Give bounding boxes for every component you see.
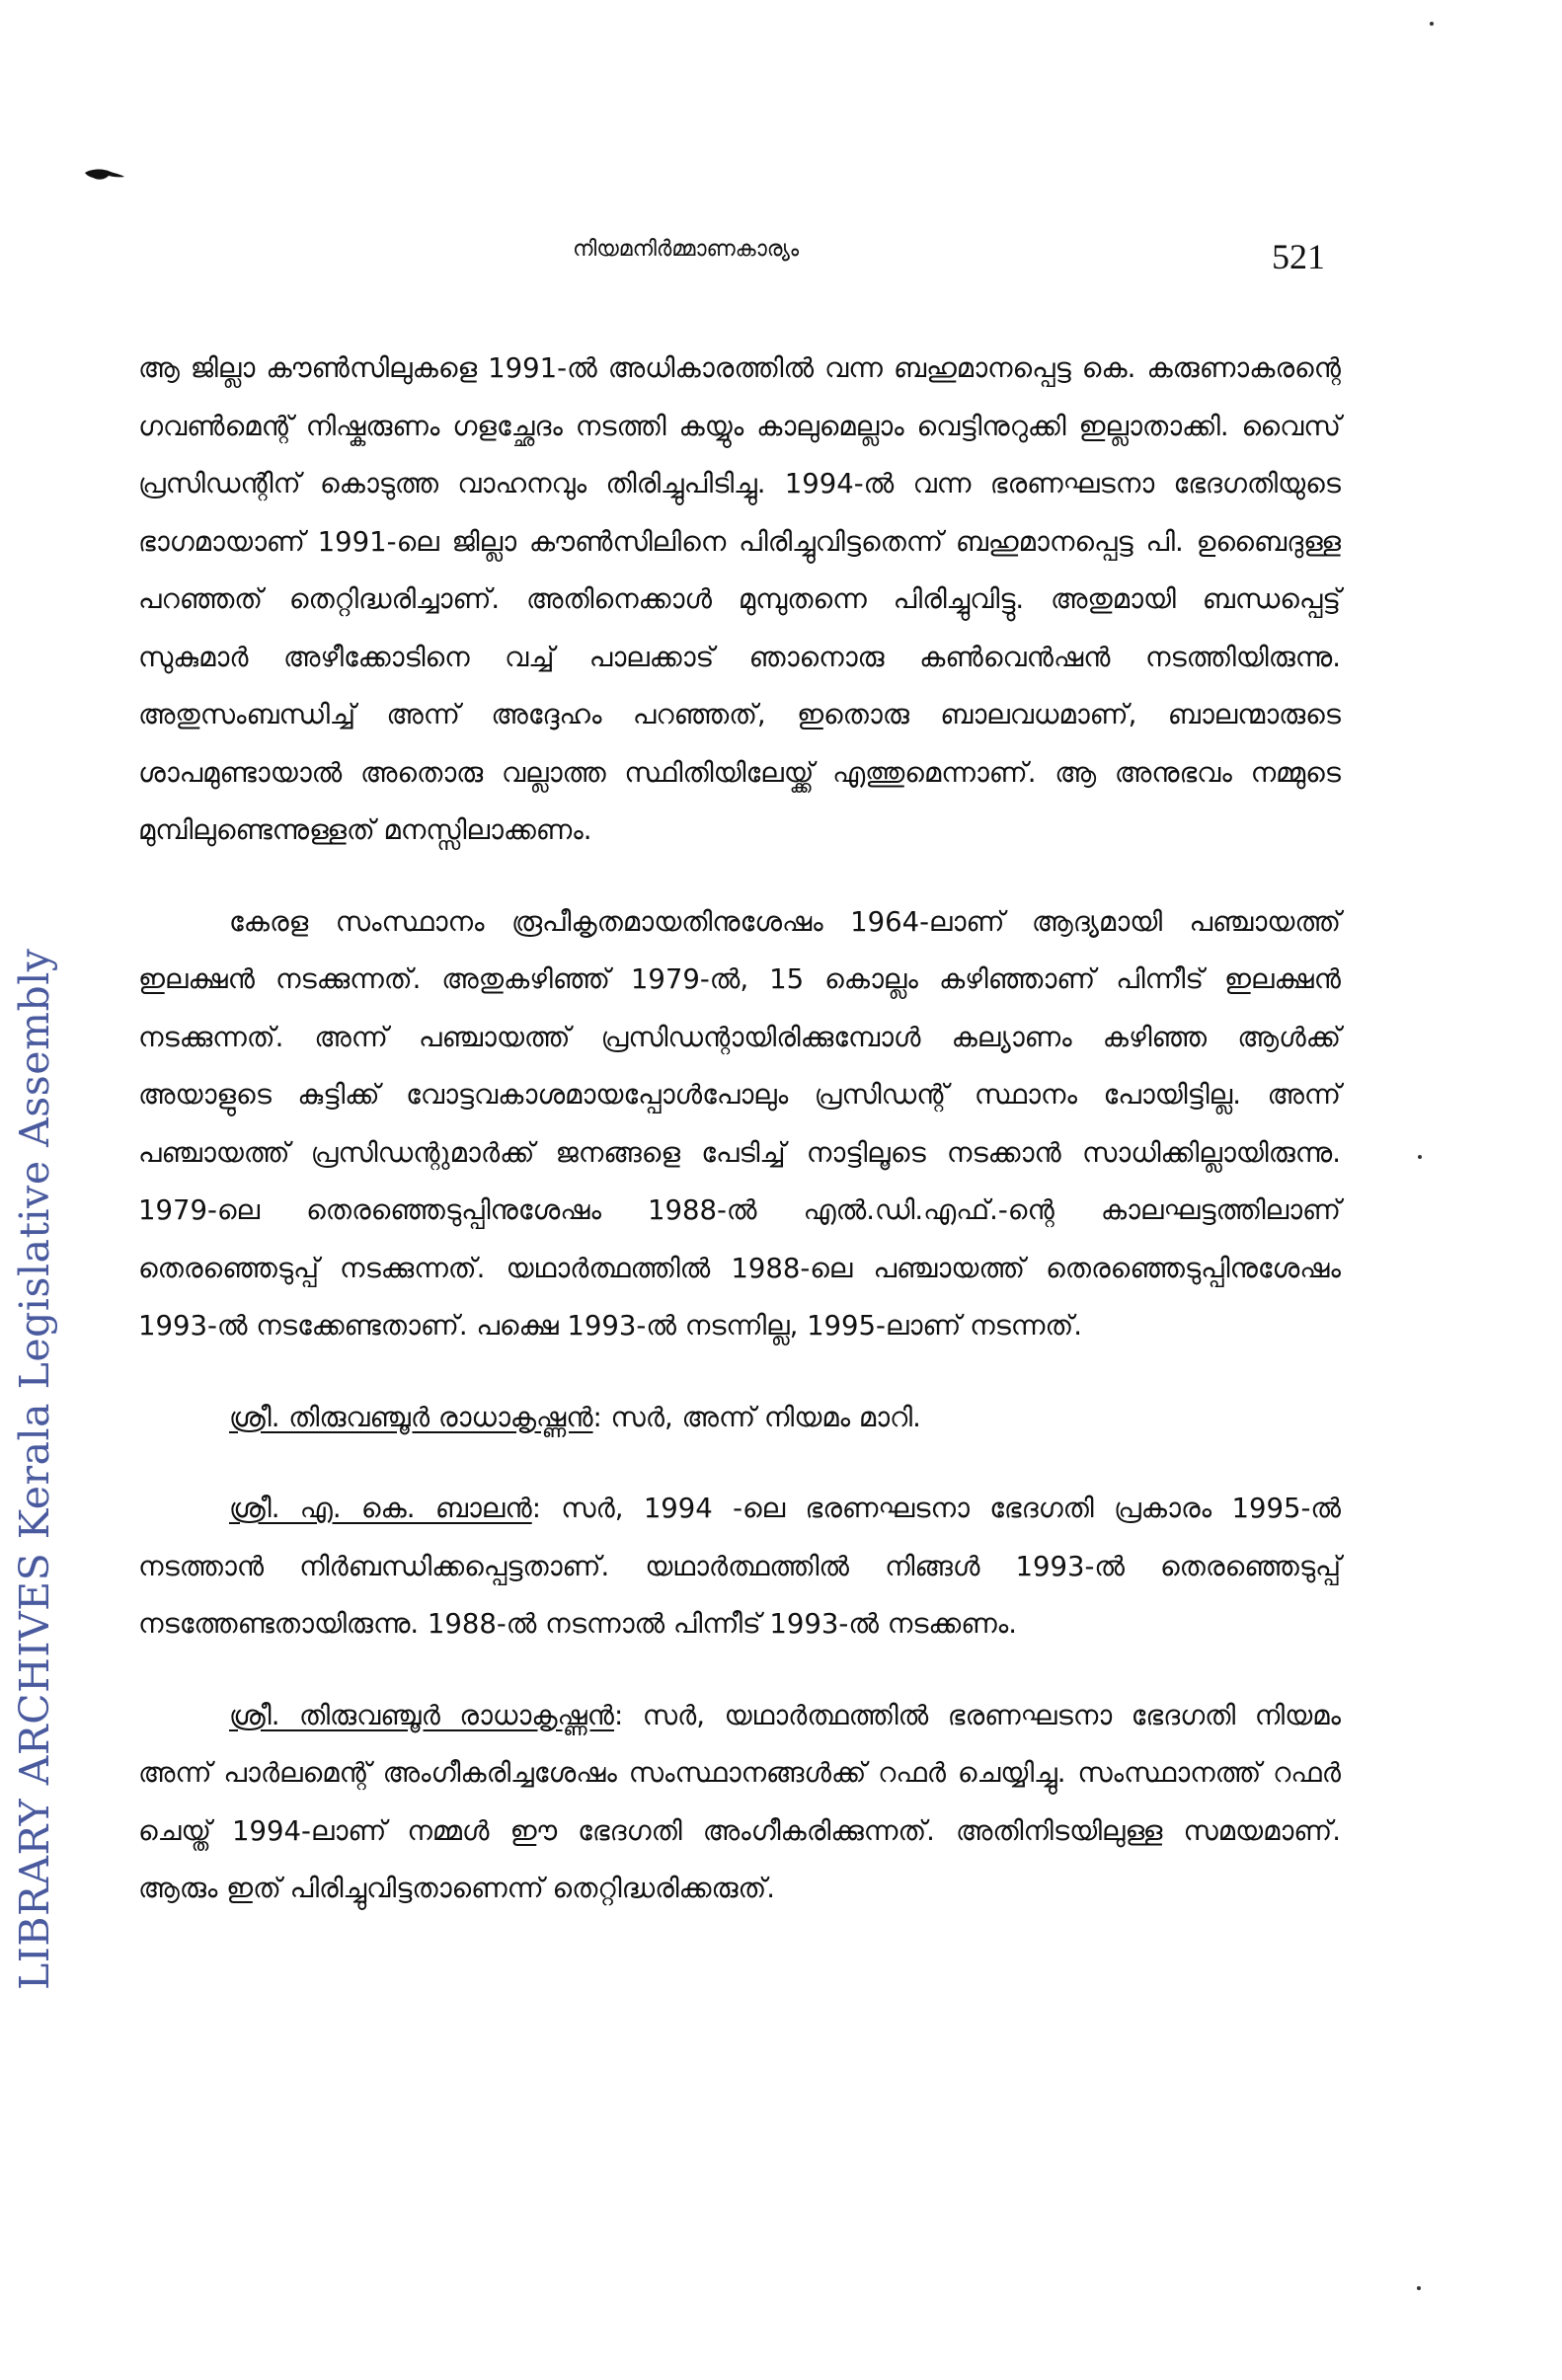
- corner-ink-mark: [83, 166, 126, 184]
- paragraph: ആ ജില്ലാ കൗൺസിലുകളെ 1991-ൽ അധികാരത്തിൽ വന്ന ബഹുമാനപ്പെട്ട കെ. കരുണാകരന്റെ ഗവൺമെന്റ് നിഷ്കരുണം ഗളച്ഛേദം നടത്തി കയ്യും കാലുമെല്ലാം വെട്ടിനുറുക്കി ഇല്ലാതാക്കി. വൈസ് പ്രസിഡന്റിന് കൊടുത്ത വാഹനവും തിരിച്ചുപിടിച്ചു. 1994-ൽ വന്ന ഭരണഘടനാ ഭേദഗതിയുടെ ഭാഗമായാണ് 1991-ലെ ജില്ലാ കൗൺസിലിനെ പിരിച്ചുവിട്ടതെന്ന് ബഹുമാനപ്പെട്ട പി. ഉബൈദുള്ള പറഞ്ഞത് തെറ്റിദ്ധരിച്ചാണ്. അതിനെക്കാൾ മുമ്പുതന്നെ പിരിച്ചുവിട്ടു. അതുമായി ബന്ധപ്പെട്ട് സുകുമാർ അഴീക്കോടിനെ വച്ച് പാലക്കാട് ഞാനൊരു കൺവെൻഷൻ നടത്തിയിരുന്നു. അതുസംബന്ധിച്ച് അന്ന് അദ്ദേഹം പറഞ്ഞത്, ഇതൊരു ബാലവധമാണ്, ബാലന്മാരുടെ ശാപമുണ്ടായാൽ അതൊരു വല്ലാത്ത സ്ഥിതിയിലേയ്ക്ക് എത്തുമെന്നാണ്. ആ അനുഭവം നമ്മുടെ മുമ്പിലുണ്ടെന്നുള്ളത് മനസ്സിലാക്കണം.: [138, 352, 1341, 846]
- running-title: നിയമനിർമ്മാണകാര്യം: [573, 237, 800, 262]
- main-text: [138, 340, 1341, 1918]
- speech-text: : സർ, അന്ന് നിയമം മാറി.: [592, 1401, 921, 1433]
- scan-dot: [1418, 1155, 1422, 1159]
- page-number: 521: [1272, 237, 1325, 276]
- speech-text: : സർ, യഥാർത്ഥത്തിൽ ഭരണഘടനാ ഭേദഗതി നിയമം അന്ന് പാർലമെന്റ് അംഗീകരിച്ചശേഷം സംസ്ഥാനങ്ങൾക്ക് റഫർ ചെയ്യിച്ചു. സംസ്ഥാനത്ത് റഫർ ചെയ്ത് 1994-ലാണ് നമ്മൾ ഈ ഭേദഗതി അംഗീകരിക്കുന്നത്. അതിനിടയിലുള്ള സമയമാണ്. ആരും ഇത് പിരിച്ചുവിട്ടതാണെന്ന് തെറ്റിദ്ധരിക്കരുത്.: [138, 1699, 1341, 1904]
- speech: [138, 1687, 1341, 1918]
- scan-dot: [1417, 2286, 1421, 2290]
- speech: [138, 1389, 1341, 1447]
- scan-dot: [1430, 22, 1434, 26]
- archive-watermark: LIBRARY ARCHIVES Kerala Legislative Assembly: [11, 948, 58, 1990]
- speaker-name: ശ്രീ. തിരുവഞ്ചൂർ രാധാകൃഷ്ണൻ: [229, 1401, 593, 1433]
- speech-text: : സർ, 1994 -ലെ ഭരണഘടനാ ഭേദഗതി പ്രകാരം 1995-ൽ നടത്താൻ നിർബന്ധിക്കപ്പെട്ടതാണ്. യഥാർത്ഥത്തിൽ നിങ്ങൾ 1993-ൽ തെരഞ്ഞെടുപ്പ് നടത്തേണ്ടതായിരുന്നു. 1988-ൽ നടന്നാൽ പിന്നീട് 1993-ൽ നടക്കണം.: [138, 1493, 1342, 1640]
- paragraph: കേരള സംസ്ഥാനം രൂപീകൃതമായതിനുശേഷം 1964-ലാണ് ആദ്യമായി പഞ്ചായത്ത് ഇലക്ഷൻ നടക്കുന്നത്. അതുകഴിഞ്ഞ് 1979-ൽ, 15 കൊല്ലം കഴിഞ്ഞാണ് പിന്നീട് ഇലക്ഷൻ നടക്കുന്നത്. അന്ന് പഞ്ചായത്ത് പ്രസിഡന്റായിരിക്കുമ്പോൾ കല്യാണം കഴിഞ്ഞ ആൾക്ക് അയാളുടെ കുട്ടിക്ക് വോട്ടവകാശമായപ്പോൾപോലും പ്രസിഡന്റ് സ്ഥാനം പോയിട്ടില്ല. അന്ന് പഞ്ചായത്ത് പ്രസിഡന്റുമാർക്ക് ജനങ്ങളെ പേടിച്ച് നാട്ടിലൂടെ നടക്കാൻ സാധിക്കില്ലായിരുന്നു. 1979-ലെ തെരഞ്ഞെടുപ്പിനുശേഷം 1988-ൽ എൽ.ഡി.എഫ്.-ന്റെ കാലഘട്ടത്തിലാണ് തെരഞ്ഞെടുപ്പ് നടക്കുന്നത്. യഥാർത്ഥത്തിൽ 1988-ലെ പഞ്ചായത്ത് തെരഞ്ഞെടുപ്പിനുശേഷം 1993-ൽ നടക്കേണ്ടതാണ്. പക്ഷെ 1993-ൽ നടന്നില്ല, 1995-ലാണ് നടന്നത്.: [138, 905, 1341, 1342]
- speech: [138, 1480, 1341, 1653]
- speaker-name: ശ്രീ. എ. കെ. ബാലൻ: [229, 1493, 532, 1524]
- speaker-name: ശ്രീ. തിരുവഞ്ചൂർ രാധാകൃഷ്ണൻ: [229, 1699, 615, 1731]
